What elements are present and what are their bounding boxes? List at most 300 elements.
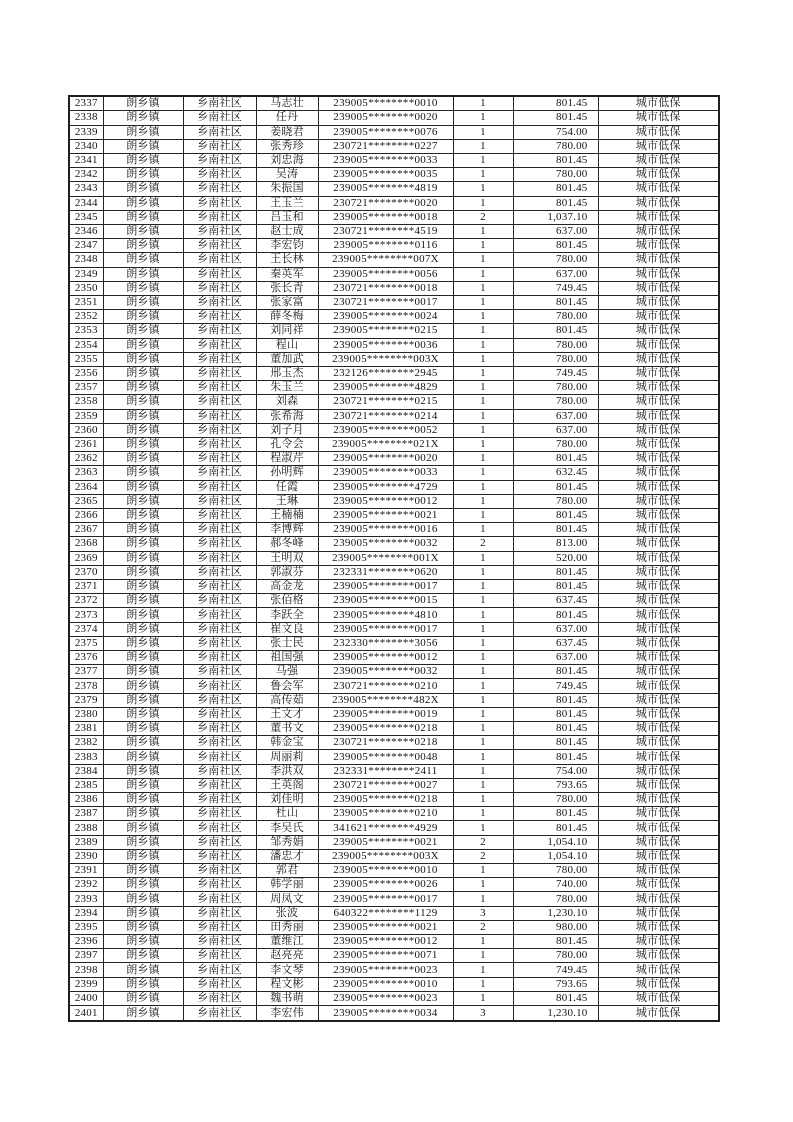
cell-serial-number: 2339 xyxy=(69,125,103,139)
cell-community: 乡南社区 xyxy=(183,508,256,522)
cell-benefit-type: 城市低保 xyxy=(598,651,719,665)
cell-headcount: 2 xyxy=(453,920,513,934)
cell-benefit-type: 城市低保 xyxy=(598,494,719,508)
cell-town: 朗乡镇 xyxy=(103,96,183,111)
cell-id-number-masked: 239005********0034 xyxy=(318,1006,453,1021)
cell-person-name: 马志壮 xyxy=(256,96,318,111)
cell-town: 朗乡镇 xyxy=(103,139,183,153)
cell-amount: 801.45 xyxy=(513,153,598,167)
cell-town: 朗乡镇 xyxy=(103,168,183,182)
cell-headcount: 1 xyxy=(453,665,513,679)
cell-benefit-type: 城市低保 xyxy=(598,1006,719,1021)
cell-community: 乡南社区 xyxy=(183,622,256,636)
cell-community: 乡南社区 xyxy=(183,665,256,679)
cell-person-name: 朱振国 xyxy=(256,182,318,196)
cell-headcount: 3 xyxy=(453,906,513,920)
table-row xyxy=(69,977,719,991)
cell-person-name: 程文彬 xyxy=(256,977,318,991)
cell-benefit-type: 城市低保 xyxy=(598,679,719,693)
cell-id-number-masked: 230721********0215 xyxy=(318,395,453,409)
cell-serial-number: 2377 xyxy=(69,665,103,679)
cell-person-name: 高金龙 xyxy=(256,580,318,594)
cell-community: 乡南社区 xyxy=(183,849,256,863)
cell-serial-number: 2393 xyxy=(69,892,103,906)
table-body xyxy=(69,96,719,1021)
cell-person-name: 李宏伟 xyxy=(256,1006,318,1021)
cell-person-name: 王明双 xyxy=(256,551,318,565)
cell-town: 朗乡镇 xyxy=(103,991,183,1005)
cell-headcount: 1 xyxy=(453,949,513,963)
cell-benefit-type: 城市低保 xyxy=(598,452,719,466)
cell-serial-number: 2374 xyxy=(69,622,103,636)
cell-benefit-type: 城市低保 xyxy=(598,608,719,622)
cell-id-number-masked: 239005********0032 xyxy=(318,537,453,551)
cell-benefit-type: 城市低保 xyxy=(598,693,719,707)
cell-community: 乡南社区 xyxy=(183,324,256,338)
cell-town: 朗乡镇 xyxy=(103,736,183,750)
cell-community: 乡南社区 xyxy=(183,253,256,267)
cell-headcount: 1 xyxy=(453,111,513,125)
cell-community: 乡南社区 xyxy=(183,551,256,565)
cell-id-number-masked: 239005********0010 xyxy=(318,977,453,991)
cell-serial-number: 2349 xyxy=(69,267,103,281)
cell-town: 朗乡镇 xyxy=(103,864,183,878)
cell-person-name: 任霞 xyxy=(256,480,318,494)
table-row xyxy=(69,239,719,253)
cell-amount: 637.00 xyxy=(513,267,598,281)
cell-serial-number: 2337 xyxy=(69,96,103,111)
cell-amount: 801.45 xyxy=(513,750,598,764)
cell-town: 朗乡镇 xyxy=(103,366,183,380)
cell-id-number-masked: 239005********0033 xyxy=(318,153,453,167)
cell-benefit-type: 城市低保 xyxy=(598,949,719,963)
cell-person-name: 韩金宝 xyxy=(256,736,318,750)
cell-id-number-masked: 239005********0210 xyxy=(318,807,453,821)
cell-headcount: 1 xyxy=(453,352,513,366)
cell-town: 朗乡镇 xyxy=(103,949,183,963)
cell-headcount: 1 xyxy=(453,892,513,906)
cell-community: 乡南社区 xyxy=(183,835,256,849)
cell-town: 朗乡镇 xyxy=(103,963,183,977)
cell-benefit-type: 城市低保 xyxy=(598,849,719,863)
cell-community: 乡南社区 xyxy=(183,793,256,807)
cell-serial-number: 2375 xyxy=(69,636,103,650)
cell-town: 朗乡镇 xyxy=(103,722,183,736)
cell-headcount: 1 xyxy=(453,239,513,253)
cell-headcount: 2 xyxy=(453,210,513,224)
cell-serial-number: 2351 xyxy=(69,295,103,309)
cell-community: 乡南社区 xyxy=(183,949,256,963)
cell-community: 乡南社区 xyxy=(183,807,256,821)
cell-serial-number: 2341 xyxy=(69,153,103,167)
cell-id-number-masked: 239005********003X xyxy=(318,849,453,863)
cell-headcount: 1 xyxy=(453,991,513,1005)
cell-town: 朗乡镇 xyxy=(103,977,183,991)
cell-headcount: 1 xyxy=(453,636,513,650)
table-row xyxy=(69,565,719,579)
cell-headcount: 1 xyxy=(453,693,513,707)
cell-benefit-type: 城市低保 xyxy=(598,224,719,238)
cell-id-number-masked: 239005********0116 xyxy=(318,239,453,253)
cell-benefit-type: 城市低保 xyxy=(598,168,719,182)
cell-community: 乡南社区 xyxy=(183,935,256,949)
cell-id-number-masked: 239005********4810 xyxy=(318,608,453,622)
cell-serial-number: 2389 xyxy=(69,835,103,849)
cell-person-name: 周丽莉 xyxy=(256,750,318,764)
cell-headcount: 1 xyxy=(453,381,513,395)
cell-benefit-type: 城市低保 xyxy=(598,153,719,167)
cell-amount: 801.45 xyxy=(513,935,598,949)
cell-benefit-type: 城市低保 xyxy=(598,523,719,537)
cell-community: 乡南社区 xyxy=(183,395,256,409)
cell-id-number-masked: 230721********0214 xyxy=(318,409,453,423)
cell-town: 朗乡镇 xyxy=(103,551,183,565)
cell-serial-number: 2367 xyxy=(69,523,103,537)
cell-headcount: 1 xyxy=(453,96,513,111)
cell-community: 乡南社区 xyxy=(183,281,256,295)
cell-community: 乡南社区 xyxy=(183,864,256,878)
cell-headcount: 1 xyxy=(453,736,513,750)
cell-id-number-masked: 230721********0027 xyxy=(318,778,453,792)
cell-serial-number: 2386 xyxy=(69,793,103,807)
cell-headcount: 1 xyxy=(453,977,513,991)
cell-id-number-masked: 239005********0218 xyxy=(318,722,453,736)
cell-person-name: 刘子月 xyxy=(256,423,318,437)
cell-serial-number: 2363 xyxy=(69,466,103,480)
cell-person-name: 李博辉 xyxy=(256,523,318,537)
cell-amount: 801.45 xyxy=(513,111,598,125)
cell-town: 朗乡镇 xyxy=(103,508,183,522)
cell-amount: 637.00 xyxy=(513,622,598,636)
cell-serial-number: 2380 xyxy=(69,707,103,721)
cell-amount: 520.00 xyxy=(513,551,598,565)
cell-town: 朗乡镇 xyxy=(103,821,183,835)
cell-benefit-type: 城市低保 xyxy=(598,480,719,494)
cell-community: 乡南社区 xyxy=(183,736,256,750)
table-row xyxy=(69,935,719,949)
cell-serial-number: 2395 xyxy=(69,920,103,934)
cell-benefit-type: 城市低保 xyxy=(598,793,719,807)
cell-town: 朗乡镇 xyxy=(103,580,183,594)
cell-headcount: 1 xyxy=(453,651,513,665)
cell-community: 乡南社区 xyxy=(183,608,256,622)
cell-person-name: 刘同祥 xyxy=(256,324,318,338)
cell-serial-number: 2357 xyxy=(69,381,103,395)
table-row xyxy=(69,878,719,892)
cell-headcount: 1 xyxy=(453,182,513,196)
cell-person-name: 韩学丽 xyxy=(256,878,318,892)
cell-town: 朗乡镇 xyxy=(103,182,183,196)
cell-benefit-type: 城市低保 xyxy=(598,381,719,395)
cell-town: 朗乡镇 xyxy=(103,125,183,139)
cell-person-name: 李吴氏 xyxy=(256,821,318,835)
cell-amount: 780.00 xyxy=(513,352,598,366)
cell-id-number-masked: 239005********0019 xyxy=(318,707,453,721)
cell-benefit-type: 城市低保 xyxy=(598,580,719,594)
cell-serial-number: 2358 xyxy=(69,395,103,409)
cell-id-number-masked: 341621********4929 xyxy=(318,821,453,835)
table-row xyxy=(69,381,719,395)
cell-town: 朗乡镇 xyxy=(103,324,183,338)
cell-amount: 780.00 xyxy=(513,168,598,182)
cell-id-number-masked: 239005********0012 xyxy=(318,935,453,949)
cell-town: 朗乡镇 xyxy=(103,878,183,892)
cell-person-name: 赵士成 xyxy=(256,224,318,238)
cell-id-number-masked: 230721********0017 xyxy=(318,295,453,309)
cell-person-name: 邢玉杰 xyxy=(256,366,318,380)
cell-benefit-type: 城市低保 xyxy=(598,281,719,295)
cell-benefit-type: 城市低保 xyxy=(598,807,719,821)
cell-headcount: 1 xyxy=(453,196,513,210)
cell-headcount: 1 xyxy=(453,437,513,451)
cell-community: 乡南社区 xyxy=(183,764,256,778)
cell-person-name: 王楠楠 xyxy=(256,508,318,522)
cell-town: 朗乡镇 xyxy=(103,423,183,437)
cell-serial-number: 2352 xyxy=(69,310,103,324)
table-row xyxy=(69,636,719,650)
table-row xyxy=(69,480,719,494)
cell-amount: 801.45 xyxy=(513,608,598,622)
table-row xyxy=(69,963,719,977)
cell-community: 乡南社区 xyxy=(183,920,256,934)
cell-serial-number: 2355 xyxy=(69,352,103,366)
cell-serial-number: 2399 xyxy=(69,977,103,991)
cell-community: 乡南社区 xyxy=(183,707,256,721)
cell-town: 朗乡镇 xyxy=(103,267,183,281)
cell-person-name: 邹秀娟 xyxy=(256,835,318,849)
table-row xyxy=(69,210,719,224)
cell-serial-number: 2390 xyxy=(69,849,103,863)
cell-person-name: 郭君 xyxy=(256,864,318,878)
cell-person-name: 董书文 xyxy=(256,722,318,736)
table-row xyxy=(69,622,719,636)
cell-community: 乡南社区 xyxy=(183,594,256,608)
cell-town: 朗乡镇 xyxy=(103,494,183,508)
cell-id-number-masked: 232331********0620 xyxy=(318,565,453,579)
cell-serial-number: 2368 xyxy=(69,537,103,551)
cell-amount: 780.00 xyxy=(513,949,598,963)
cell-person-name: 李洪双 xyxy=(256,764,318,778)
cell-headcount: 1 xyxy=(453,281,513,295)
cell-headcount: 1 xyxy=(453,466,513,480)
cell-community: 乡南社区 xyxy=(183,565,256,579)
cell-id-number-masked: 239005********0076 xyxy=(318,125,453,139)
cell-serial-number: 2387 xyxy=(69,807,103,821)
cell-community: 乡南社区 xyxy=(183,196,256,210)
cell-person-name: 张长青 xyxy=(256,281,318,295)
cell-benefit-type: 城市低保 xyxy=(598,622,719,636)
cell-person-name: 张波 xyxy=(256,906,318,920)
cell-town: 朗乡镇 xyxy=(103,608,183,622)
cell-id-number-masked: 239005********0021 xyxy=(318,508,453,522)
cell-town: 朗乡镇 xyxy=(103,281,183,295)
cell-benefit-type: 城市低保 xyxy=(598,352,719,366)
cell-community: 乡南社区 xyxy=(183,750,256,764)
cell-serial-number: 2388 xyxy=(69,821,103,835)
cell-serial-number: 2397 xyxy=(69,949,103,963)
cell-amount: 801.45 xyxy=(513,96,598,111)
cell-person-name: 张家富 xyxy=(256,295,318,309)
cell-amount: 801.45 xyxy=(513,707,598,721)
table-row xyxy=(69,452,719,466)
table-row xyxy=(69,693,719,707)
cell-benefit-type: 城市低保 xyxy=(598,906,719,920)
cell-community: 乡南社区 xyxy=(183,778,256,792)
cell-id-number-masked: 239005********0218 xyxy=(318,793,453,807)
table-row xyxy=(69,366,719,380)
cell-community: 乡南社区 xyxy=(183,139,256,153)
cell-headcount: 1 xyxy=(453,494,513,508)
cell-town: 朗乡镇 xyxy=(103,395,183,409)
cell-amount: 780.00 xyxy=(513,139,598,153)
table-row xyxy=(69,224,719,238)
cell-id-number-masked: 230721********0018 xyxy=(318,281,453,295)
cell-person-name: 董维江 xyxy=(256,935,318,949)
cell-headcount: 1 xyxy=(453,508,513,522)
cell-town: 朗乡镇 xyxy=(103,295,183,309)
cell-community: 乡南社区 xyxy=(183,168,256,182)
cell-amount: 780.00 xyxy=(513,381,598,395)
cell-person-name: 王文才 xyxy=(256,707,318,721)
table-row xyxy=(69,537,719,551)
cell-community: 乡南社区 xyxy=(183,523,256,537)
cell-community: 乡南社区 xyxy=(183,878,256,892)
table-row xyxy=(69,707,719,721)
cell-person-name: 郝冬峰 xyxy=(256,537,318,551)
cell-community: 乡南社区 xyxy=(183,210,256,224)
cell-benefit-type: 城市低保 xyxy=(598,920,719,934)
table-row xyxy=(69,594,719,608)
cell-amount: 637.00 xyxy=(513,651,598,665)
cell-serial-number: 2360 xyxy=(69,423,103,437)
cell-community: 乡南社区 xyxy=(183,906,256,920)
cell-amount: 801.45 xyxy=(513,523,598,537)
cell-headcount: 1 xyxy=(453,807,513,821)
table-row xyxy=(69,182,719,196)
cell-serial-number: 2359 xyxy=(69,409,103,423)
cell-community: 乡南社区 xyxy=(183,352,256,366)
cell-town: 朗乡镇 xyxy=(103,224,183,238)
cell-id-number-masked: 239005********0021 xyxy=(318,835,453,849)
cell-person-name: 吕玉和 xyxy=(256,210,318,224)
cell-benefit-type: 城市低保 xyxy=(598,182,719,196)
cell-id-number-masked: 239005********0024 xyxy=(318,310,453,324)
cell-id-number-masked: 239005********021X xyxy=(318,437,453,451)
cell-id-number-masked: 239005********0021 xyxy=(318,920,453,934)
cell-town: 朗乡镇 xyxy=(103,906,183,920)
cell-amount: 801.45 xyxy=(513,565,598,579)
cell-benefit-type: 城市低保 xyxy=(598,423,719,437)
cell-town: 朗乡镇 xyxy=(103,253,183,267)
cell-amount: 801.45 xyxy=(513,693,598,707)
cell-id-number-masked: 239005********0215 xyxy=(318,324,453,338)
table-row xyxy=(69,793,719,807)
cell-headcount: 1 xyxy=(453,267,513,281)
table-row xyxy=(69,338,719,352)
cell-id-number-masked: 232331********2411 xyxy=(318,764,453,778)
cell-id-number-masked: 239005********0012 xyxy=(318,651,453,665)
cell-community: 乡南社区 xyxy=(183,480,256,494)
cell-serial-number: 2356 xyxy=(69,366,103,380)
cell-amount: 1,230.10 xyxy=(513,906,598,920)
table-row xyxy=(69,310,719,324)
cell-benefit-type: 城市低保 xyxy=(598,750,719,764)
cell-serial-number: 2376 xyxy=(69,651,103,665)
table-row xyxy=(69,906,719,920)
cell-amount: 780.00 xyxy=(513,338,598,352)
cell-person-name: 吴涛 xyxy=(256,168,318,182)
cell-person-name: 王玉兰 xyxy=(256,196,318,210)
cell-benefit-type: 城市低保 xyxy=(598,96,719,111)
cell-benefit-type: 城市低保 xyxy=(598,253,719,267)
cell-town: 朗乡镇 xyxy=(103,849,183,863)
cell-headcount: 1 xyxy=(453,750,513,764)
table-row xyxy=(69,96,719,111)
cell-person-name: 马强 xyxy=(256,665,318,679)
cell-id-number-masked: 239005********0012 xyxy=(318,494,453,508)
cell-amount: 1,054.10 xyxy=(513,835,598,849)
cell-amount: 801.45 xyxy=(513,480,598,494)
cell-benefit-type: 城市低保 xyxy=(598,196,719,210)
cell-headcount: 1 xyxy=(453,622,513,636)
cell-person-name: 朱玉兰 xyxy=(256,381,318,395)
cell-town: 朗乡镇 xyxy=(103,111,183,125)
cell-benefit-type: 城市低保 xyxy=(598,878,719,892)
cell-town: 朗乡镇 xyxy=(103,452,183,466)
cell-id-number-masked: 239005********0020 xyxy=(318,111,453,125)
cell-id-number-masked: 239005********0018 xyxy=(318,210,453,224)
cell-id-number-masked: 239005********0026 xyxy=(318,878,453,892)
cell-person-name: 郭淑芬 xyxy=(256,565,318,579)
cell-amount: 780.00 xyxy=(513,310,598,324)
cell-serial-number: 2401 xyxy=(69,1006,103,1021)
cell-headcount: 1 xyxy=(453,878,513,892)
cell-community: 乡南社区 xyxy=(183,679,256,693)
cell-serial-number: 2362 xyxy=(69,452,103,466)
cell-community: 乡南社区 xyxy=(183,125,256,139)
cell-headcount: 1 xyxy=(453,764,513,778)
cell-amount: 637.00 xyxy=(513,224,598,238)
table-row xyxy=(69,409,719,423)
cell-id-number-masked: 230721********4519 xyxy=(318,224,453,238)
table-row xyxy=(69,949,719,963)
cell-person-name: 田秀丽 xyxy=(256,920,318,934)
cell-amount: 749.45 xyxy=(513,366,598,380)
cell-person-name: 魏书萌 xyxy=(256,991,318,1005)
cell-community: 乡南社区 xyxy=(183,963,256,977)
table-row xyxy=(69,295,719,309)
cell-town: 朗乡镇 xyxy=(103,693,183,707)
cell-id-number-masked: 239005********0036 xyxy=(318,338,453,352)
cell-benefit-type: 城市低保 xyxy=(598,892,719,906)
table-row xyxy=(69,523,719,537)
cell-id-number-masked: 239005********4829 xyxy=(318,381,453,395)
cell-amount: 754.00 xyxy=(513,764,598,778)
cell-benefit-type: 城市低保 xyxy=(598,437,719,451)
cell-benefit-type: 城市低保 xyxy=(598,736,719,750)
cell-amount: 632.45 xyxy=(513,466,598,480)
table-row xyxy=(69,991,719,1005)
cell-town: 朗乡镇 xyxy=(103,636,183,650)
cell-amount: 801.45 xyxy=(513,991,598,1005)
cell-headcount: 2 xyxy=(453,537,513,551)
cell-serial-number: 2369 xyxy=(69,551,103,565)
table-row xyxy=(69,580,719,594)
cell-amount: 637.00 xyxy=(513,423,598,437)
cell-headcount: 1 xyxy=(453,395,513,409)
cell-benefit-type: 城市低保 xyxy=(598,977,719,991)
cell-benefit-type: 城市低保 xyxy=(598,324,719,338)
